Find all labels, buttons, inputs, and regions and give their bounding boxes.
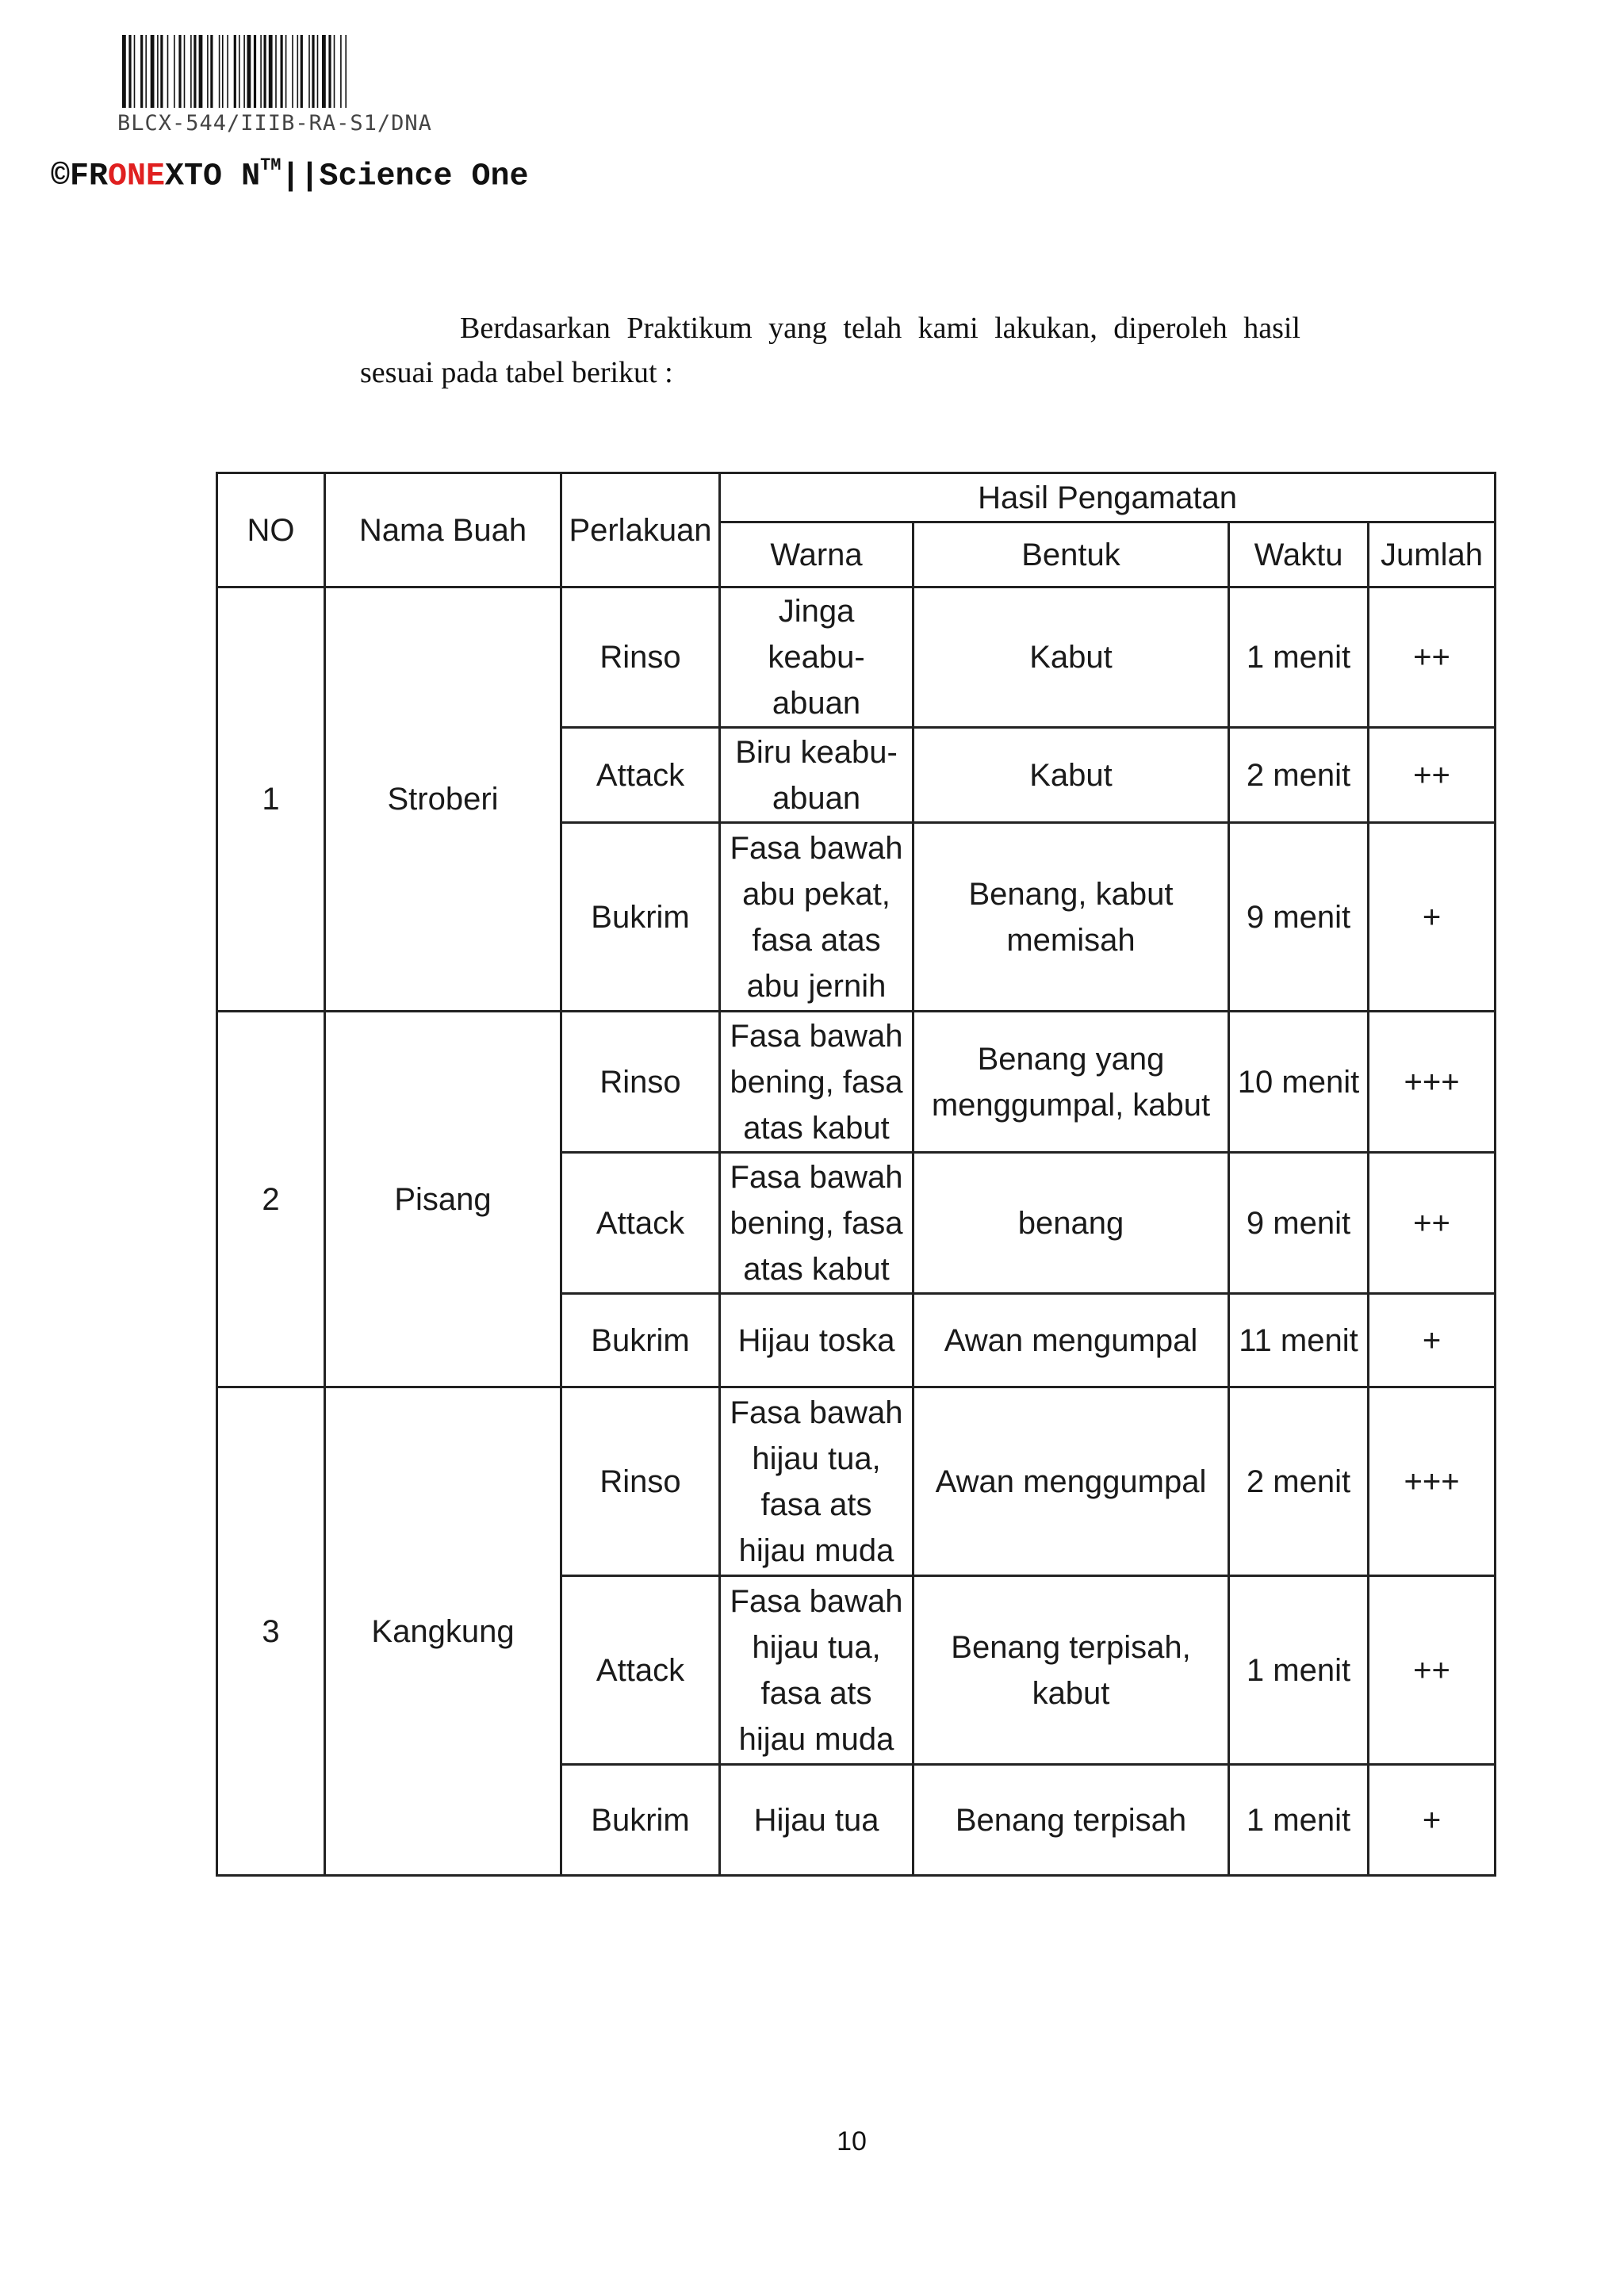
cell-bentuk: Awan menggumpal	[914, 1387, 1229, 1576]
cell-waktu: 11 menit	[1229, 1294, 1369, 1387]
brand-suffix: ||Science One	[281, 159, 529, 195]
header-bentuk: Bentuk	[914, 522, 1229, 587]
page-number: 10	[837, 2126, 867, 2156]
cell-bentuk: Awan mengumpal	[914, 1294, 1229, 1387]
cell-perlakuan: Attack	[561, 728, 720, 823]
cell-bentuk: Benang yang menggumpal, kabut	[914, 1012, 1229, 1153]
cell-perlakuan: Attack	[561, 1153, 720, 1294]
cell-warna: Fasa bawah hijau tua, fasa ats hijau muda	[720, 1387, 914, 1576]
cell-waktu: 1 menit	[1229, 1576, 1369, 1765]
barcode-code: BLCX-544/IIIB-RA-S1/DNA	[117, 111, 432, 136]
table-row	[217, 1012, 1496, 1153]
cell-warna: Jinga keabu-abuan	[720, 587, 914, 728]
cell-waktu: 9 menit	[1229, 823, 1369, 1012]
cell-waktu: 1 menit	[1229, 1765, 1369, 1876]
intro-line-2: sesuai pada tabel berikut :	[360, 356, 673, 389]
cell-no: 1	[217, 587, 325, 1012]
cell-jumlah: +	[1369, 823, 1496, 1012]
cell-bentuk: Benang, kabut memisah	[914, 823, 1229, 1012]
cell-warna: Fasa bawah hijau tua, fasa ats hijau muda	[720, 1576, 914, 1765]
cell-jumlah: +++	[1369, 1387, 1496, 1576]
header-waktu: Waktu	[1229, 522, 1369, 587]
cell-bentuk: Kabut	[914, 587, 1229, 728]
cell-jumlah: +	[1369, 1294, 1496, 1387]
table-row	[217, 587, 1496, 728]
cell-waktu: 9 menit	[1229, 1153, 1369, 1294]
brand-part-2: ONE	[108, 159, 166, 195]
header-warna: Warna	[720, 522, 914, 587]
cell-jumlah: ++	[1369, 1576, 1496, 1765]
cell-warna: Biru keabu-abuan	[720, 728, 914, 823]
results-table	[216, 472, 1496, 1877]
intro-paragraph	[360, 306, 1300, 395]
cell-perlakuan: Rinso	[561, 1012, 720, 1153]
barcode-image	[119, 35, 438, 108]
cell-warna: Fasa bawah bening, fasa atas kabut	[720, 1153, 914, 1294]
header-hasil-pengamatan: Hasil Pengamatan	[720, 473, 1496, 522]
cell-no: 3	[217, 1387, 325, 1876]
cell-perlakuan: Bukrim	[561, 1294, 720, 1387]
cell-perlakuan: Rinso	[561, 587, 720, 728]
cell-perlakuan: Rinso	[561, 1387, 720, 1576]
cell-warna: Hijau tua	[720, 1765, 914, 1876]
header-nama-buah: Nama Buah	[325, 473, 561, 587]
cell-nama-buah: Stroberi	[325, 587, 561, 1012]
cell-warna: Fasa bawah abu pekat, fasa atas abu jernih	[720, 823, 914, 1012]
brand-tm: TM	[260, 155, 282, 175]
cell-perlakuan: Attack	[561, 1576, 720, 1765]
brand-part-1: FR	[70, 159, 109, 195]
cell-jumlah: +	[1369, 1765, 1496, 1876]
brand-logo	[51, 155, 529, 195]
cell-warna: Fasa bawah bening, fasa atas kabut	[720, 1012, 914, 1153]
cell-nama-buah: Pisang	[325, 1012, 561, 1387]
cell-waktu: 10 menit	[1229, 1012, 1369, 1153]
table-row	[217, 1387, 1496, 1576]
header-jumlah: Jumlah	[1369, 522, 1496, 587]
cell-jumlah: +++	[1369, 1012, 1496, 1153]
cell-bentuk: Benang terpisah	[914, 1765, 1229, 1876]
cell-nama-buah: Kangkung	[325, 1387, 561, 1876]
cell-jumlah: ++	[1369, 587, 1496, 728]
brand-copyright: ©	[51, 159, 71, 195]
cell-perlakuan: Bukrim	[561, 1765, 720, 1876]
header-row	[217, 473, 1496, 522]
cell-perlakuan: Bukrim	[561, 823, 720, 1012]
cell-bentuk: Kabut	[914, 728, 1229, 823]
header-perlakuan: Perlakuan	[561, 473, 720, 587]
cell-warna: Hijau toska	[720, 1294, 914, 1387]
cell-bentuk: benang	[914, 1153, 1229, 1294]
cell-bentuk: Benang terpisah, kabut	[914, 1576, 1229, 1765]
cell-waktu: 2 menit	[1229, 728, 1369, 823]
cell-jumlah: ++	[1369, 1153, 1496, 1294]
header-no: NO	[217, 473, 325, 587]
cell-waktu: 1 menit	[1229, 587, 1369, 728]
results-table-body	[217, 473, 1496, 1876]
intro-line-1: Berdasarkan Praktikum yang telah kami lakukan, diperoleh hasil	[460, 312, 1300, 345]
cell-jumlah: ++	[1369, 728, 1496, 823]
brand-part-3: XTO N	[165, 159, 261, 195]
cell-waktu: 2 menit	[1229, 1387, 1369, 1576]
cell-no: 2	[217, 1012, 325, 1387]
